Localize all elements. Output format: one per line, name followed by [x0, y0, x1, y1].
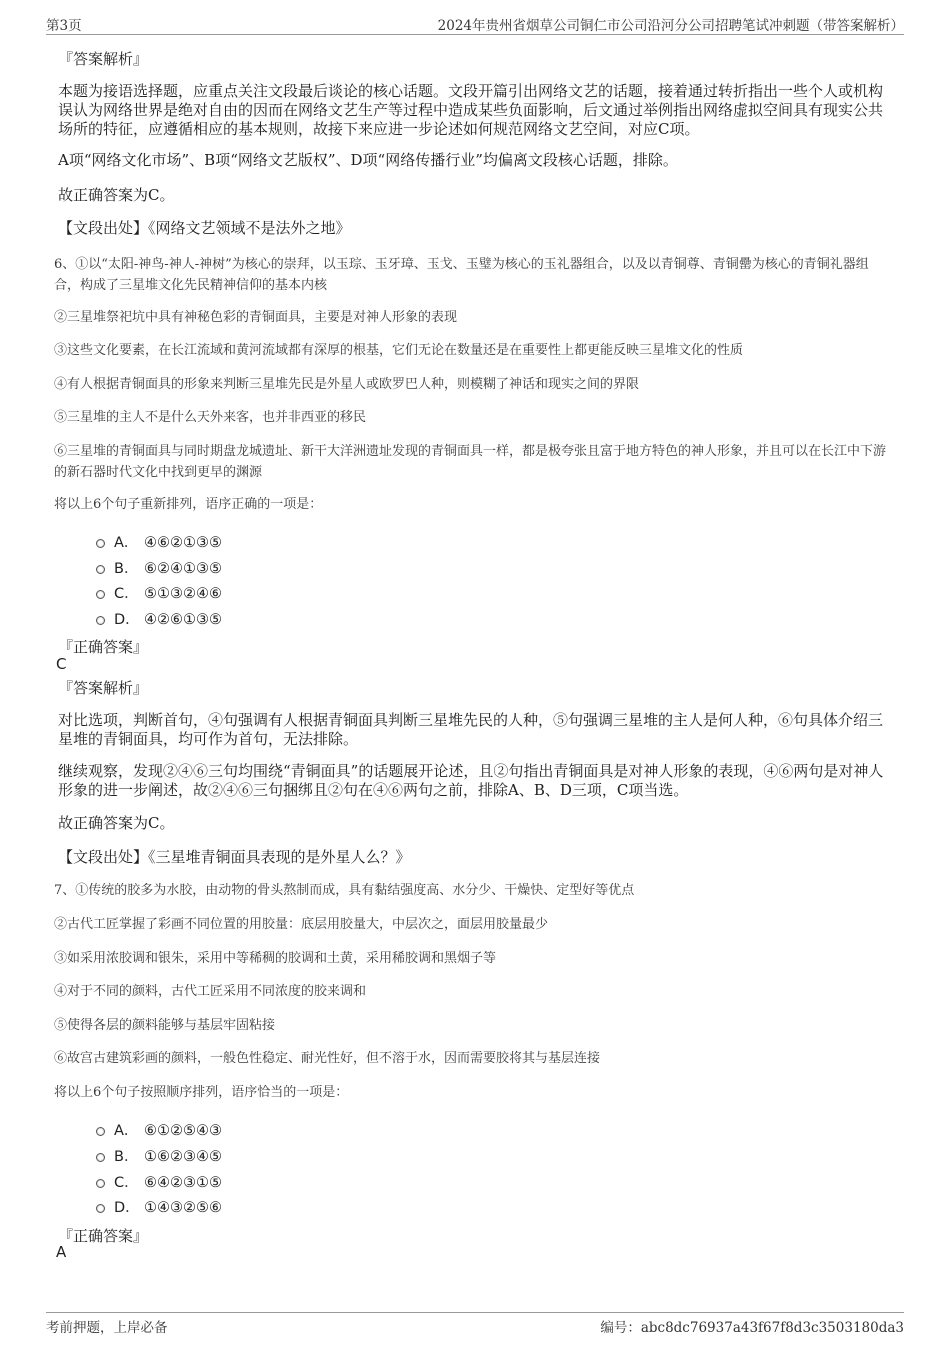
source-citation: 【文段出处】《三星堆青铜面具表现的是外星人么？》 — [58, 848, 411, 866]
radio-icon[interactable] — [96, 565, 105, 574]
question-sentence: ③如采用浓胶调和银朱，采用中等稀稠的胶调和土黄，采用稀胶调和黑烟子等 — [54, 951, 497, 966]
option-b[interactable]: B． ①⑥②③④⑤ — [96, 1145, 222, 1165]
correct-answer-label: 『正确答案』 — [58, 1227, 149, 1245]
analysis-paragraph: 对比选项，判断首句，④句强调有人根据青铜面具判断三星堆先民的人种，⑤句强调三星堆的主人是何人种，⑥句具体介绍三星堆的青铜面具，均可作为首句，无法排除。 — [58, 711, 884, 748]
question-sentence: ②古代工匠掌握了彩画不同位置的用胶量：底层用胶量大，中层次之，面层用胶量最少 — [54, 917, 549, 932]
analysis-paragraph: A项“网络文化市场”、B项“网络文艺版权”、D项“网络传播行业”均偏离文段核心话题，排除。 — [58, 151, 678, 169]
option-d[interactable]: D． ④②⑥①③⑤ — [96, 608, 222, 628]
option-b[interactable]: B． ⑥②④①③⑤ — [96, 557, 222, 577]
footer-slogan: 考前押题，上岸必备 — [46, 1320, 168, 1336]
question-prompt: 将以上6个句子按照顺序排列，语序恰当的一项是： — [54, 1085, 349, 1100]
correct-answer: C — [56, 655, 67, 673]
correct-answer-label: 『正确答案』 — [58, 638, 149, 656]
question-sentence: ②三星堆祭祀坑中具有神秘色彩的青铜面具，主要是对神人形象的表现 — [54, 310, 458, 325]
radio-icon[interactable] — [96, 1153, 105, 1162]
radio-icon[interactable] — [96, 539, 105, 548]
analysis-paragraph: 本题为接语选择题，应重点关注文段最后谈论的核心话题。文段开篇引出网络文艺的话题，接着通过转折指出一些个人或机构误认为网络世界是绝对自由的因而在网络文艺生产等过程中造成某些负面影响，后文通过举例指出网络虚拟空间具有现实公共场所的特征，应遵循相应的基本规则，故接下来应进一步论述如何规范网络文艺空间，对应C项。 — [58, 82, 884, 138]
question-sentence: 6、①以“太阳-神鸟-神人-神树”为核心的崇拜，以玉琮、玉牙璋、玉戈、玉璧为核心的玉礼器组合，以及以青铜尊、青铜罍为核心的青铜礼器组合，构成了三星堆文化先民精神信仰的基本内核 — [54, 257, 869, 293]
question-sentence: ⑥三星堆的青铜面具与同时期盘龙城遗址、新干大洋洲遗址发现的青铜面具一样，都是极夸张且富于地方特色的神人形象，并且可以在长江中下游的新石器时代文化中找到更早的渊源 — [54, 444, 887, 480]
analysis-conclusion: 故正确答案为C。 — [58, 814, 175, 832]
document-id: 编号：abc8dc76937a43f67f8d3c3503180da3 — [600, 1320, 904, 1336]
radio-icon[interactable] — [96, 1204, 105, 1213]
correct-answer: A — [56, 1243, 67, 1261]
question-sentence: ③这些文化要素，在长江流域和黄河流域都有深厚的根基，它们无论在数量还是在重要性上都更能反映三星堆文化的性质 — [54, 343, 744, 358]
radio-icon[interactable] — [96, 1127, 105, 1136]
analysis-label: 『答案解析』 — [58, 50, 149, 68]
radio-icon[interactable] — [96, 616, 105, 625]
option-d[interactable]: D． ①④③②⑤⑥ — [96, 1196, 222, 1216]
source-citation: 【文段出处】《网络文艺领域不是法外之地》 — [58, 219, 351, 237]
option-c[interactable]: C． ⑥④②③①⑤ — [96, 1171, 222, 1191]
radio-icon[interactable] — [96, 590, 105, 599]
question-prompt: 将以上6个句子重新排列，语序正确的一项是： — [54, 497, 323, 512]
option-a[interactable]: A． ⑥①②⑤④③ — [96, 1119, 222, 1139]
question-sentence: ⑤使得各层的颜料能够与基层牢固粘接 — [54, 1018, 276, 1033]
analysis-paragraph: 继续观察，发现②④⑥三句均围绕“青铜面具”的话题展开论述，且②句指出青铜面具是对神人形象的表现，④⑥两句是对神人形象的进一步阐述，故②④⑥三句捆绑且②句在④⑥两句之前，排除A、B、D三项，C项当选。 — [58, 762, 884, 799]
document-title: 2024年贵州省烟草公司铜仁市公司沿河分公司招聘笔试冲刺题（带答案解析） — [437, 18, 904, 34]
radio-icon[interactable] — [96, 1179, 105, 1188]
page-footer — [46, 1312, 904, 1337]
option-a[interactable]: A． ④⑥②①③⑤ — [96, 531, 222, 551]
option-c[interactable]: C． ⑤①③②④⑥ — [96, 582, 222, 602]
question-sentence: ⑥故宫古建筑彩画的颜料，一般色性稳定、耐光性好，但不溶于水，因而需要胶将其与基层连接 — [54, 1051, 601, 1066]
question-sentence: ④对于不同的颜料，古代工匠采用不同浓度的胶来调和 — [54, 984, 367, 999]
page-number: 第3页 — [46, 18, 82, 34]
page-header — [46, 12, 904, 35]
question-sentence: 7、①传统的胶多为水胶，由动物的骨头熬制而成，具有黏结强度高、水分少、干燥快、定型好等优点 — [54, 883, 635, 898]
analysis-conclusion: 故正确答案为C。 — [58, 186, 175, 204]
analysis-label: 『答案解析』 — [58, 679, 149, 697]
question-sentence: ④有人根据青铜面具的形象来判断三星堆先民是外星人或欧罗巴人种，则模糊了神话和现实之间的界限 — [54, 377, 640, 392]
question-sentence: ⑤三星堆的主人不是什么天外来客，也并非西亚的移民 — [54, 410, 367, 425]
